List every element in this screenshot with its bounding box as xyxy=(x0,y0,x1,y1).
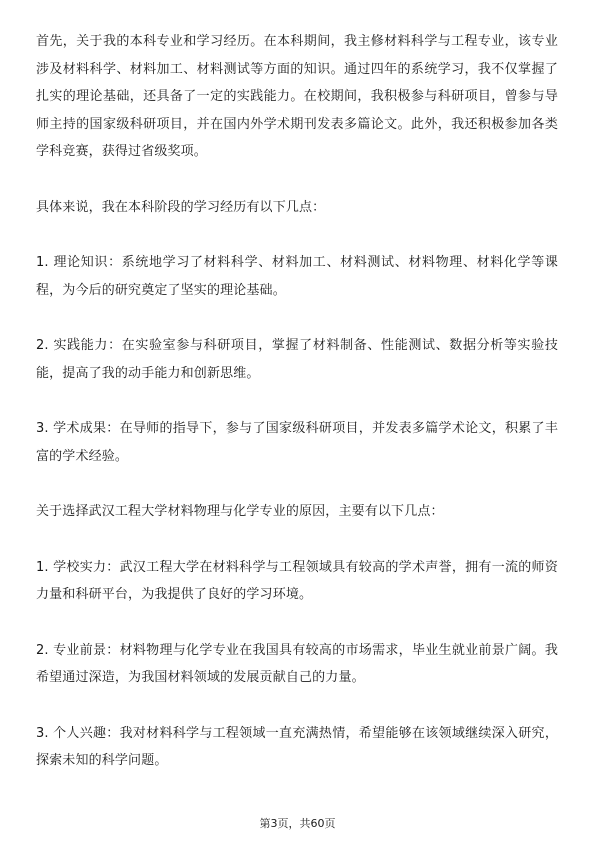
paragraph-intro: 首先，关于我的本科专业和学习经历。在本科期间，我主修材料科学与工程专业，该专业涉及材料科学、材料加工、材料测试等方面的知识。通过四年的系统学习，我不仅掌握了扎实的理论基础，还具备了一定的实践能力。在校期间，我积极参与科研项目，曾参与导师主持的国家级科研项目，并在国内外学术期刊发表多篇论文。此外，我还积极参加各类学科竞赛，获得过省级奖项。 xyxy=(36,34,558,159)
document-body xyxy=(36,28,558,775)
paragraph-academic-achievements: 3. 学术成果：在导师的指导下，参与了国家级科研项目，并发表多篇学术论文，积累了丰富的学术经验。 xyxy=(36,421,558,464)
paragraph-reasons-intro: 关于选择武汉工程大学材料物理与化学专业的原因，主要有以下几点： xyxy=(36,504,444,519)
page-number-footer: 第3页，共60页 xyxy=(259,817,336,830)
paragraph-school-strength: 1. 学校实力：武汉工程大学在材料科学与工程领域具有较高的学术声誉，拥有一流的师资力量和科研平台，为我提供了良好的学习环境。 xyxy=(36,559,558,602)
paragraph-major-prospects: 2. 专业前景：材料物理与化学专业在我国具有较高的市场需求，毕业生就业前景广阔。我希望通过深造，为我国材料领域的发展贡献自己的力量。 xyxy=(36,642,558,685)
paragraph-practical-ability: 2. 实践能力：在实验室参与科研项目，掌握了材料制备、性能测试、数据分析等实验技能，提高了我的动手能力和创新思维。 xyxy=(36,338,558,381)
paragraph-study-overview: 具体来说，我在本科阶段的学习经历有以下几点： xyxy=(36,199,326,215)
paragraph-personal-interest: 3. 个人兴趣：我对材料科学与工程领域一直充满热情，希望能够在该领域继续深入研究，探索未知的科学问题。 xyxy=(36,725,558,768)
paragraph-theory-knowledge: 1. 理论知识：系统地学习了材料科学、材料加工、材料测试、材料物理、材料化学等课程，为今后的研究奠定了坚实的理论基础。 xyxy=(36,255,558,298)
